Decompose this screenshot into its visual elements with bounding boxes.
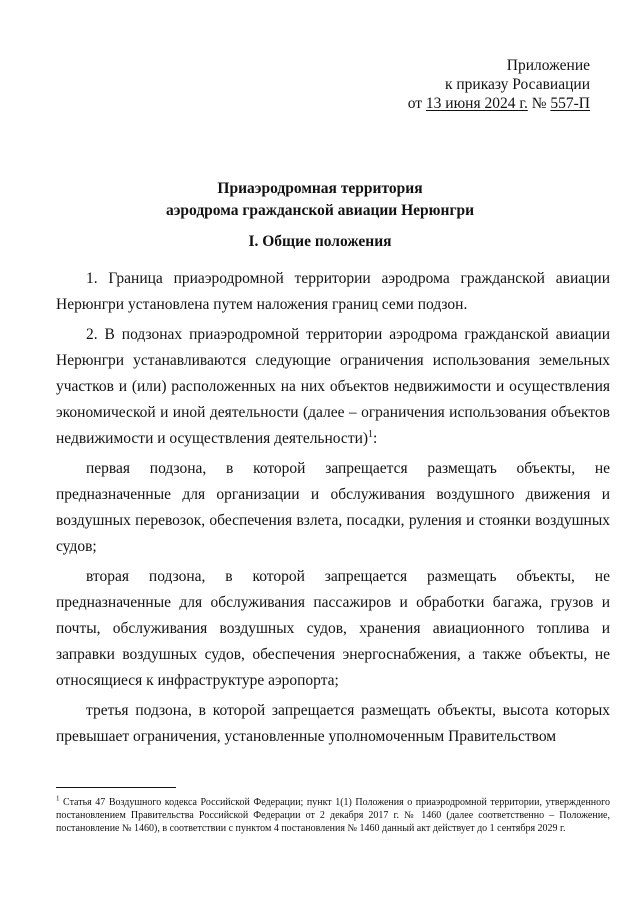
- annex-date: 13 июня 2024 г.: [425, 95, 528, 112]
- footnote-ref-1: 1: [368, 428, 374, 440]
- section-heading: I. Общие положения: [248, 233, 392, 250]
- document-body: [56, 266, 610, 750]
- paragraph-subzone-1: первая подзона, в которой запрещается размещать объекты, не предназначенные для организации и обслуживания воздушного движения и воздушных перевозок, обеспечения взлета, посадки, руления и стоянки воздушных судов;: [56, 460, 610, 555]
- document-title-line2: аэродрома гражданской авиации Нерюнгри: [165, 202, 475, 219]
- paragraph-2-suffix: :: [373, 430, 378, 447]
- annex-number: 557-П: [550, 95, 590, 112]
- footnote-text: Статья 47 Воздушного кодекса Российской Федерации; пункт 1(1) Положения о приаэродромной территории, утвержденного постановлением Правительства Российской Федерации от 2 декабря 2017 г. № 1460 (далее соответственно – Положение, постановление № 1460), в соответствии с пунктом 4 постановления № 1460 данный акт действует до 1 сентября 2029 г.: [56, 797, 610, 834]
- annex-block: [408, 56, 590, 113]
- annex-order-ref: к приказу Росавиации: [444, 76, 590, 93]
- annex-title: Приложение: [506, 57, 590, 74]
- paragraph-subzone-2: вторая подзона, в которой запрещается размещать объекты, не предназначенные для обслуживания пассажиров и обработки багажа, грузов и почты, обслуживания воздушных судов, хранения авиационного топлива и заправки воздушных судов, обеспечения энергоснабжения, а также объекты, не относящиеся к инфраструктуре аэропорта;: [56, 568, 610, 689]
- annex-number-sign: №: [527, 95, 551, 112]
- document-title-line1: Приаэродромная территория: [217, 180, 423, 197]
- footnote-mark: 1: [56, 794, 60, 803]
- paragraph-2: [56, 322, 610, 452]
- footnote-separator: [56, 787, 176, 788]
- paragraph-2-text: 2. В подзонах приаэродромной территории аэродрома гражданской авиации Нерюнгри устанавливаются следующие ограничения использования земельных участков и (или) расположенных на них объектов недвижимости и осуществления экономической и иной деятельности (далее – ограничения использования объектов недвижимости и осуществления деятельности): [56, 326, 610, 447]
- document-title: [0, 178, 640, 222]
- paragraph-1: 1. Граница приаэродромной территории аэродрома гражданской авиации Нерюнгри установлена путем наложения границ семи подзон.: [56, 270, 610, 313]
- annex-date-prefix: от: [407, 95, 426, 112]
- footnote: [56, 796, 610, 835]
- paragraph-subzone-3: третья подзона, в которой запрещается размещать объекты, высота которых превышает ограничения, установленные уполномоченным Правительством: [56, 702, 610, 745]
- annex-date-number: [408, 94, 590, 113]
